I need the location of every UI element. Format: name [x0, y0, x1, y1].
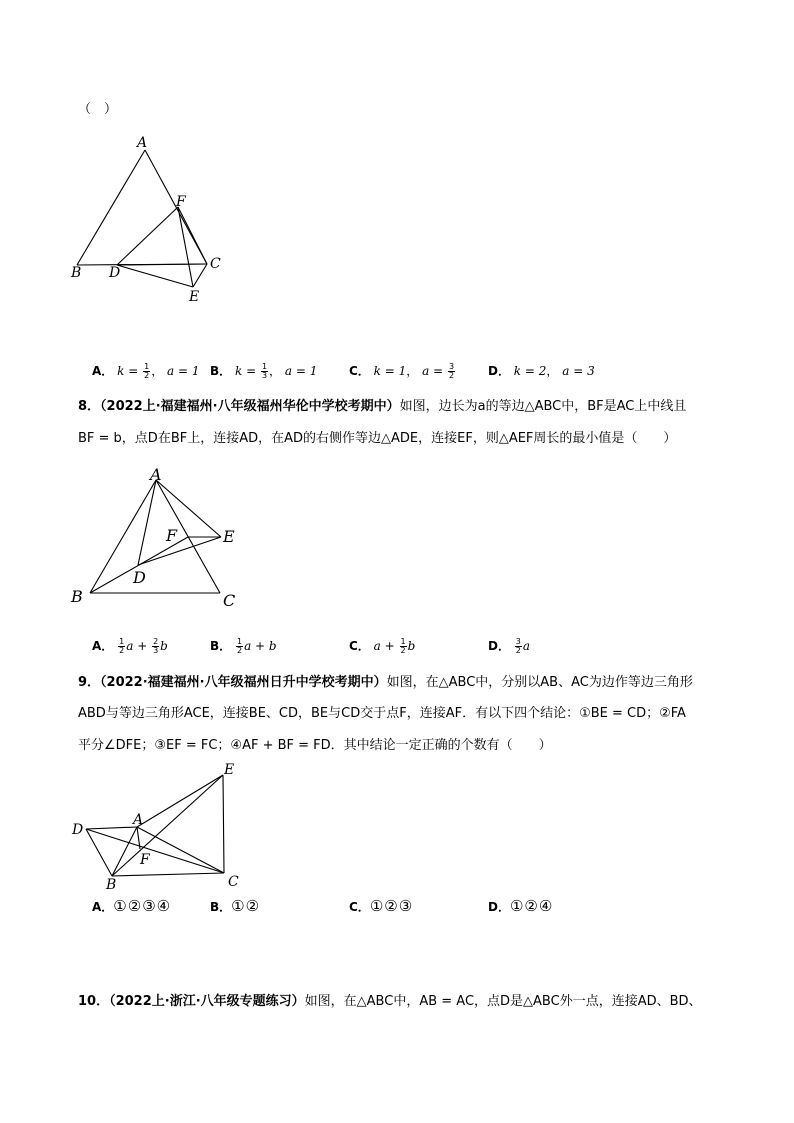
fig9-label-B: B	[106, 877, 117, 893]
q7-option-a: A． k = $\frac{1}{2}$ ， a = 1	[92, 362, 200, 380]
fig7-label-F: F	[176, 194, 186, 210]
fig9-label-C: C	[228, 874, 239, 890]
q8-option-d: D． $\frac{3}{2}$ a	[488, 637, 531, 655]
q9-line-3: 平分∠DFE；③EF = FC；④AF + BF = FD．其中结论一定正确的个数有（ ）	[78, 738, 552, 753]
q8-option-a: A． $\frac{1}{2}$ a + $\frac{2}{3}$ b	[92, 637, 168, 655]
q8-option-c: C． a + $\frac{1}{2}$ b	[349, 637, 416, 655]
fig9-label-D: D	[72, 822, 84, 838]
fig9-label-E: E	[224, 762, 235, 778]
fig8-label-D: D	[133, 568, 146, 587]
q9-option-a: A．①②③④	[92, 897, 172, 915]
q9-option-b: B．①②	[210, 897, 261, 915]
fig8-label-E: E	[223, 527, 235, 546]
q9-line-1: 9．（2022·福建福州·八年级福州日升中学校考期中）如图，在△ABC中，分别以AB、AC为边作等边三角形	[78, 675, 693, 690]
answer-bracket: （ ）	[78, 102, 118, 117]
fig7-label-E: E	[189, 289, 200, 305]
fig7-label-A: A	[137, 135, 148, 151]
fig7-label-B: B	[71, 265, 82, 281]
q7-option-b: B． k = $\frac{1}{3}$ ， a = 1	[210, 362, 318, 380]
q8-option-b: B． $\frac{1}{2}$ a + b	[210, 637, 277, 655]
q10-line-1: 10．（2022上·浙江·八年级专题练习）如图，在△ABC中，AB = AC，点D是△ABC外一点，连接AD、BD、	[78, 994, 702, 1009]
q9-option-c: C．①②③	[349, 897, 414, 915]
q7-option-c: C． k = 1， a = $\frac{3}{2}$	[349, 362, 455, 380]
fig7-label-D: D	[109, 265, 121, 281]
fig7-label-C: C	[210, 256, 221, 272]
q8-line-1: 8．（2022上·福建福州·八年级福州华伦中学校考期中）如图，边长为a的等边△ABC中，BF是AC上中线且	[78, 399, 687, 414]
fig9-label-F: F	[140, 852, 150, 868]
fig8-label-B: B	[71, 587, 83, 606]
fig8-label-A: A	[150, 465, 162, 484]
fig8-label-C: C	[223, 591, 236, 610]
q8-line-2: BF = b，点D在BF上，连接AD，在AD的右侧作等边△ADE，连接EF，则△AEF周长的最小值是（ ）	[78, 431, 677, 446]
q7-option-d: D． k = 2， a = 3	[488, 364, 595, 378]
fig9-label-A: A	[133, 812, 144, 828]
q9-line-2: ABD与等边三角形ACE，连接BE、CD，BE与CD交于点F，连接AF．有以下四个结论：①BE = CD；②FA	[78, 706, 686, 721]
q9-option-d: D．①②④	[488, 897, 554, 915]
fig8-label-F: F	[166, 526, 178, 545]
